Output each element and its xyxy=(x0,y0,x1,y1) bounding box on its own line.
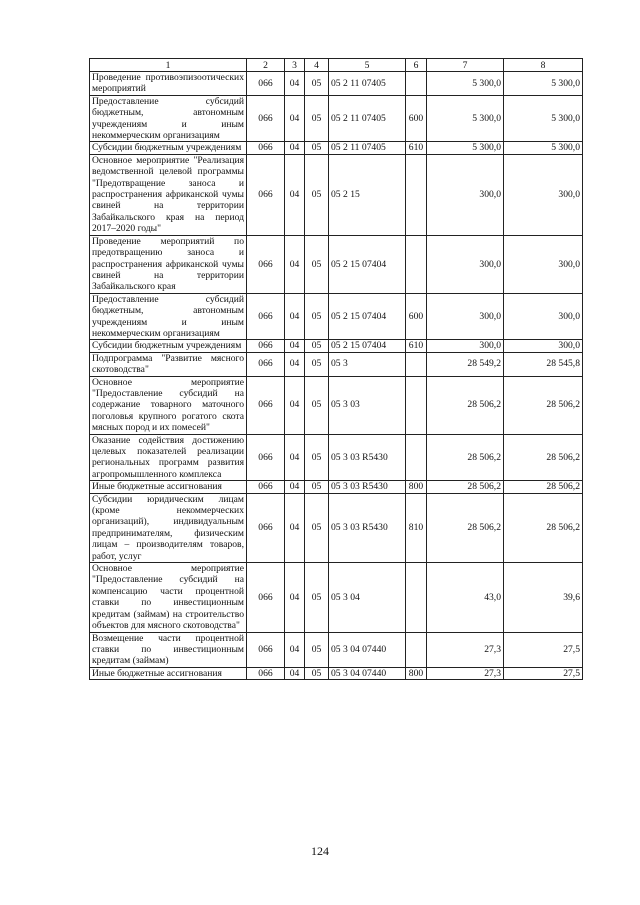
row-name-cell: Субсидии бюджетным учреждениям xyxy=(90,142,247,154)
expense-type-cell xyxy=(406,376,427,434)
table-row xyxy=(90,352,583,376)
table-row xyxy=(90,235,583,293)
amount-cell: 28 506,2 xyxy=(427,434,504,481)
admin-code-cell: 066 xyxy=(247,72,285,96)
row-name-cell: Предоставление субсидий бюджетным, автономным учреждениям и иным некоммерческим организациям xyxy=(90,293,247,340)
table-body xyxy=(90,72,583,680)
table-row xyxy=(90,667,583,679)
section-code-cell: 04 xyxy=(285,667,305,679)
column-header: 2 xyxy=(247,59,285,72)
page-number: 124 xyxy=(311,844,329,858)
target-article-cell: 05 2 15 07404 xyxy=(329,340,406,352)
subsection-code-cell: 05 xyxy=(305,142,329,154)
column-header: 4 xyxy=(305,59,329,72)
table-row xyxy=(90,493,583,562)
target-article-cell: 05 2 15 07404 xyxy=(329,235,406,293)
row-name-cell: Субсидии юридическим лицам (кроме некоммерческих организаций), индивидуальным предпринимателям, физическим лицам – производителям товаров, работ, услуг xyxy=(90,493,247,562)
table-row xyxy=(90,340,583,352)
amount-cell: 28 506,2 xyxy=(504,481,583,493)
table-row xyxy=(90,376,583,434)
row-name-cell: Проведение противоэпизоотических мероприятий xyxy=(90,72,247,96)
row-name-cell: Основное мероприятие "Реализация ведомственной целевой программы "Предотвращение заноса и распространения африканской чумы свиней на территории Забайкальского края на период 2017–2020 годы" xyxy=(90,154,247,235)
budget-table xyxy=(89,58,583,680)
amount-cell: 27,3 xyxy=(427,632,504,667)
column-header: 5 xyxy=(329,59,406,72)
amount-cell: 28 506,2 xyxy=(504,493,583,562)
table-row xyxy=(90,72,583,96)
amount-cell: 27,3 xyxy=(427,667,504,679)
subsection-code-cell: 05 xyxy=(305,340,329,352)
table-row xyxy=(90,293,583,340)
expense-type-cell xyxy=(406,352,427,376)
admin-code-cell: 066 xyxy=(247,235,285,293)
target-article-cell: 05 2 11 07405 xyxy=(329,72,406,96)
target-article-cell: 05 3 04 07440 xyxy=(329,667,406,679)
target-article-cell: 05 3 04 xyxy=(329,563,406,632)
amount-cell: 300,0 xyxy=(427,154,504,235)
amount-cell: 5 300,0 xyxy=(427,95,504,142)
column-header: 3 xyxy=(285,59,305,72)
admin-code-cell: 066 xyxy=(247,352,285,376)
amount-cell: 300,0 xyxy=(427,293,504,340)
row-name-cell: Подпрограмма "Развитие мясного скотоводства" xyxy=(90,352,247,376)
admin-code-cell: 066 xyxy=(247,563,285,632)
section-code-cell: 04 xyxy=(285,563,305,632)
row-name-cell: Основное мероприятие "Предоставление субсидий на компенсацию части процентной ставки по инвестиционным кредитам (займам) на строительство объектов для мясного скотоводства" xyxy=(90,563,247,632)
section-code-cell: 04 xyxy=(285,340,305,352)
expense-type-cell xyxy=(406,434,427,481)
amount-cell: 300,0 xyxy=(504,235,583,293)
header-row xyxy=(90,59,583,72)
admin-code-cell: 066 xyxy=(247,493,285,562)
expense-type-cell: 610 xyxy=(406,340,427,352)
section-code-cell: 04 xyxy=(285,95,305,142)
target-article-cell: 05 3 03 xyxy=(329,376,406,434)
subsection-code-cell: 05 xyxy=(305,376,329,434)
expense-type-cell: 800 xyxy=(406,667,427,679)
amount-cell: 27,5 xyxy=(504,632,583,667)
amount-cell: 27,5 xyxy=(504,667,583,679)
admin-code-cell: 066 xyxy=(247,434,285,481)
amount-cell: 28 506,2 xyxy=(427,481,504,493)
amount-cell: 300,0 xyxy=(504,340,583,352)
row-name-cell: Основное мероприятие "Предоставление субсидий на содержание товарного маточного поголовья крупного рогатого скота мясных пород и их помесей" xyxy=(90,376,247,434)
row-name-cell: Субсидии бюджетным учреждениям xyxy=(90,340,247,352)
subsection-code-cell: 05 xyxy=(305,667,329,679)
expense-type-cell xyxy=(406,235,427,293)
row-name-cell: Проведение мероприятий по предотвращению заноса и распространения африканской чумы свиней на территории Забайкальского края xyxy=(90,235,247,293)
target-article-cell: 05 3 xyxy=(329,352,406,376)
table-row xyxy=(90,95,583,142)
expense-type-cell xyxy=(406,632,427,667)
subsection-code-cell: 05 xyxy=(305,235,329,293)
amount-cell: 5 300,0 xyxy=(504,142,583,154)
amount-cell: 39,6 xyxy=(504,563,583,632)
column-header: 8 xyxy=(504,59,583,72)
amount-cell: 28 506,2 xyxy=(504,434,583,481)
amount-cell: 300,0 xyxy=(427,340,504,352)
section-code-cell: 04 xyxy=(285,235,305,293)
section-code-cell: 04 xyxy=(285,481,305,493)
target-article-cell: 05 3 03 R5430 xyxy=(329,493,406,562)
column-header: 1 xyxy=(90,59,247,72)
section-code-cell: 04 xyxy=(285,434,305,481)
expense-type-cell xyxy=(406,154,427,235)
expense-type-cell: 600 xyxy=(406,293,427,340)
amount-cell: 5 300,0 xyxy=(427,72,504,96)
admin-code-cell: 066 xyxy=(247,340,285,352)
admin-code-cell: 066 xyxy=(247,667,285,679)
amount-cell: 28 506,2 xyxy=(427,376,504,434)
admin-code-cell: 066 xyxy=(247,95,285,142)
table-row xyxy=(90,142,583,154)
target-article-cell: 05 3 03 R5430 xyxy=(329,481,406,493)
admin-code-cell: 066 xyxy=(247,632,285,667)
admin-code-cell: 066 xyxy=(247,142,285,154)
table-row xyxy=(90,154,583,235)
row-name-cell: Оказание содействия достижению целевых показателей реализации региональных программ развития агропромышленного комплекса xyxy=(90,434,247,481)
amount-cell: 5 300,0 xyxy=(504,95,583,142)
target-article-cell: 05 2 11 07405 xyxy=(329,95,406,142)
table-row xyxy=(90,563,583,632)
row-name-cell: Предоставление субсидий бюджетным, автономным учреждениям и иным некоммерческим организациям xyxy=(90,95,247,142)
section-code-cell: 04 xyxy=(285,293,305,340)
amount-cell: 5 300,0 xyxy=(504,72,583,96)
amount-cell: 28 506,2 xyxy=(427,493,504,562)
amount-cell: 43,0 xyxy=(427,563,504,632)
admin-code-cell: 066 xyxy=(247,293,285,340)
table-row xyxy=(90,481,583,493)
expense-type-cell: 810 xyxy=(406,493,427,562)
target-article-cell: 05 3 03 R5430 xyxy=(329,434,406,481)
amount-cell: 28 506,2 xyxy=(504,376,583,434)
section-code-cell: 04 xyxy=(285,154,305,235)
subsection-code-cell: 05 xyxy=(305,154,329,235)
amount-cell: 5 300,0 xyxy=(427,142,504,154)
expense-type-cell: 610 xyxy=(406,142,427,154)
amount-cell: 300,0 xyxy=(504,154,583,235)
subsection-code-cell: 05 xyxy=(305,72,329,96)
section-code-cell: 04 xyxy=(285,632,305,667)
expense-type-cell xyxy=(406,563,427,632)
subsection-code-cell: 05 xyxy=(305,632,329,667)
row-name-cell: Иные бюджетные ассигнования xyxy=(90,667,247,679)
admin-code-cell: 066 xyxy=(247,154,285,235)
amount-cell: 300,0 xyxy=(427,235,504,293)
table-row xyxy=(90,434,583,481)
target-article-cell: 05 2 15 07404 xyxy=(329,293,406,340)
expense-type-cell: 600 xyxy=(406,95,427,142)
column-header: 6 xyxy=(406,59,427,72)
amount-cell: 28 545,8 xyxy=(504,352,583,376)
amount-cell: 300,0 xyxy=(504,293,583,340)
subsection-code-cell: 05 xyxy=(305,293,329,340)
subsection-code-cell: 05 xyxy=(305,352,329,376)
subsection-code-cell: 05 xyxy=(305,481,329,493)
expense-type-cell xyxy=(406,72,427,96)
section-code-cell: 04 xyxy=(285,493,305,562)
table-row xyxy=(90,632,583,667)
target-article-cell: 05 2 11 07405 xyxy=(329,142,406,154)
subsection-code-cell: 05 xyxy=(305,493,329,562)
expense-type-cell: 800 xyxy=(406,481,427,493)
row-name-cell: Возмещение части процентной ставки по инвестиционным кредитам (займам) xyxy=(90,632,247,667)
target-article-cell: 05 2 15 xyxy=(329,154,406,235)
subsection-code-cell: 05 xyxy=(305,563,329,632)
section-code-cell: 04 xyxy=(285,142,305,154)
column-header: 7 xyxy=(427,59,504,72)
admin-code-cell: 066 xyxy=(247,481,285,493)
subsection-code-cell: 05 xyxy=(305,95,329,142)
subsection-code-cell: 05 xyxy=(305,434,329,481)
section-code-cell: 04 xyxy=(285,352,305,376)
section-code-cell: 04 xyxy=(285,72,305,96)
section-code-cell: 04 xyxy=(285,376,305,434)
row-name-cell: Иные бюджетные ассигнования xyxy=(90,481,247,493)
target-article-cell: 05 3 04 07440 xyxy=(329,632,406,667)
amount-cell: 28 549,2 xyxy=(427,352,504,376)
admin-code-cell: 066 xyxy=(247,376,285,434)
